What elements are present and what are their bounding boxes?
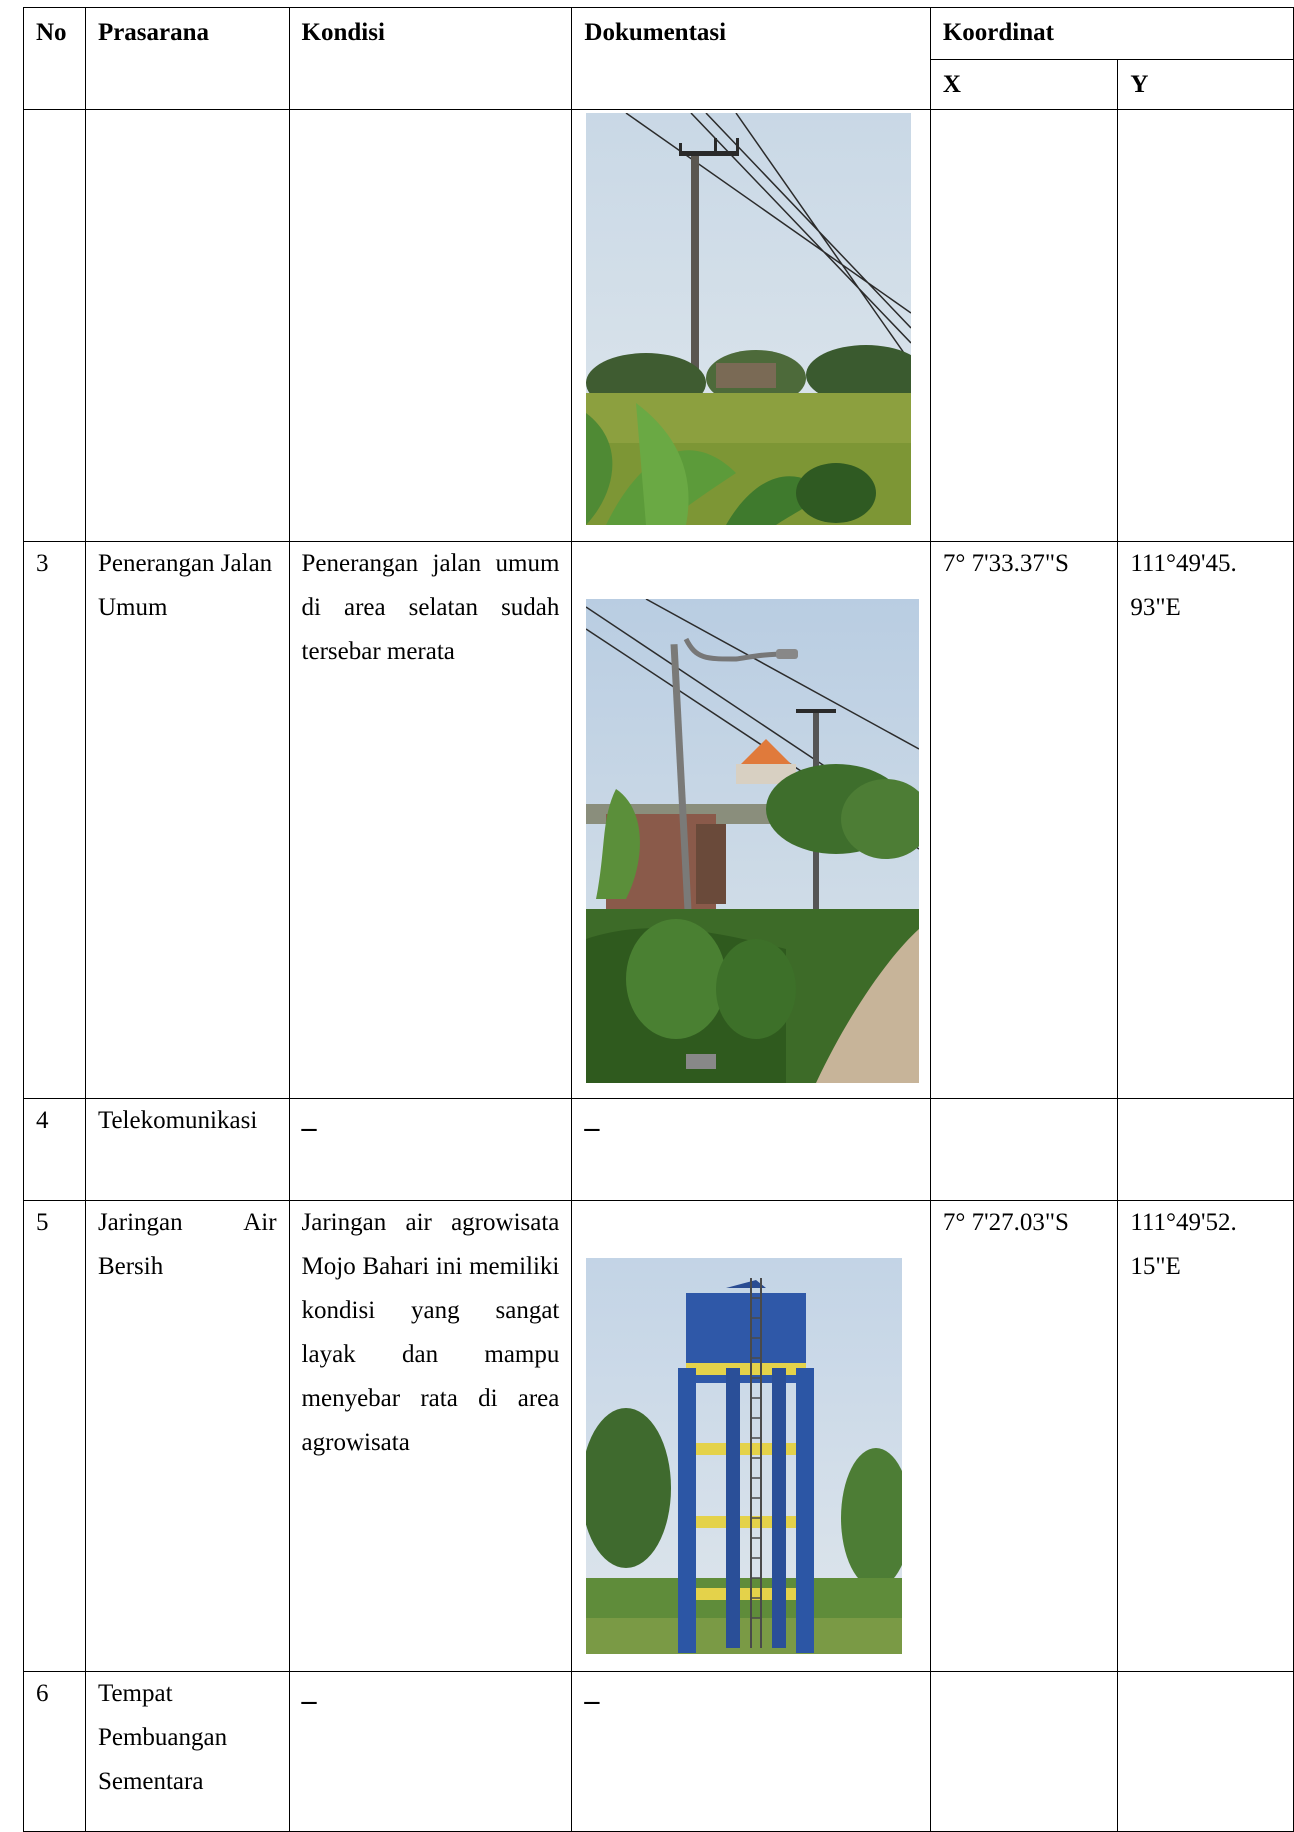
cell-dokumentasi: – xyxy=(572,1672,930,1832)
cell-x: 7° 7'27.03"S xyxy=(930,1201,1117,1672)
cell-kondisi: Penerangan jalan umum di area selatan sudah tersebar merata xyxy=(289,542,572,1099)
cell-x xyxy=(930,1099,1117,1201)
cell-kondisi: – xyxy=(289,1099,572,1201)
cell-prasarana xyxy=(85,110,289,542)
header-dokumentasi: Dokumentasi xyxy=(572,8,930,110)
cell-y: 111°49'45. 93"E xyxy=(1118,542,1294,1099)
cell-kondisi xyxy=(289,110,572,542)
water-tower-photo xyxy=(586,1258,902,1654)
cell-no: 6 xyxy=(24,1672,86,1832)
cell-prasarana: Telekomunikasi xyxy=(85,1099,289,1201)
cell-no: 4 xyxy=(24,1099,86,1201)
cell-no: 5 xyxy=(24,1201,86,1672)
cell-y xyxy=(1118,1099,1294,1201)
cell-x: 7° 7'33.37"S xyxy=(930,542,1117,1099)
table-row xyxy=(24,1672,1294,1832)
cell-prasarana: Penerangan Jalan Umum xyxy=(85,542,289,1099)
header-koordinat: Koordinat xyxy=(930,8,1293,60)
cell-dokumentasi: – xyxy=(572,1099,930,1201)
street-light-photo xyxy=(586,599,919,1083)
header-x: X xyxy=(930,60,1117,110)
cell-x xyxy=(930,110,1117,542)
cell-prasarana: Tempat Pembuangan Sementara xyxy=(85,1672,289,1832)
table-row xyxy=(24,1099,1294,1201)
cell-y xyxy=(1118,1672,1294,1832)
header-y: Y xyxy=(1118,60,1294,110)
header-no: No xyxy=(24,8,86,110)
cell-x xyxy=(930,1672,1117,1832)
header-kondisi: Kondisi xyxy=(289,8,572,110)
cell-y xyxy=(1118,110,1294,542)
cell-kondisi: Jaringan air agrowisata Mojo Bahari ini memiliki kondisi yang sangat layak dan mampu menyebar rata di area agrowisata xyxy=(289,1201,572,1672)
cell-prasarana: Jaringan Air Bersih xyxy=(85,1201,289,1672)
cell-kondisi: – xyxy=(289,1672,572,1832)
cell-no xyxy=(24,110,86,542)
header-prasarana: Prasarana xyxy=(85,8,289,110)
cell-y: 111°49'52. 15"E xyxy=(1118,1201,1294,1672)
utility-pole-ricefield-photo xyxy=(586,113,911,525)
cell-no: 3 xyxy=(24,542,86,1099)
